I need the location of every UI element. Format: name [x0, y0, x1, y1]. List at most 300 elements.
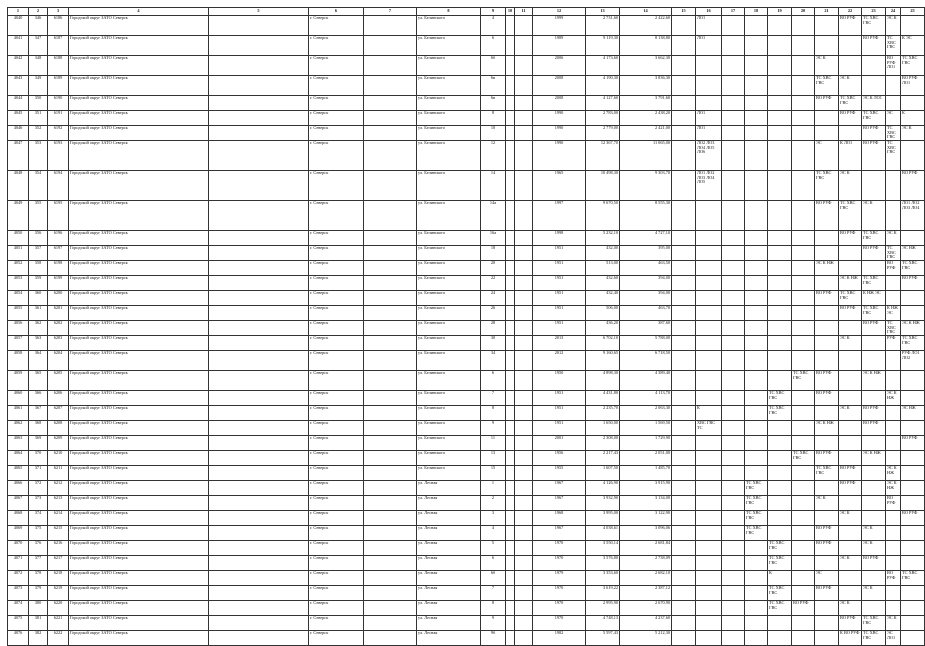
table-cell-col-10 — [506, 56, 515, 76]
table-cell-col-16 — [696, 261, 722, 276]
table-cell-col-21: ВО РУФ — [815, 526, 839, 541]
table-cell-col-23: ЭС К — [862, 201, 886, 231]
table-cell-col-8: ул. Белинского — [417, 421, 481, 436]
table-cell-col-3: 6219 — [48, 586, 69, 601]
table-cell-col-3: 6215 — [48, 526, 69, 541]
table-row — [8, 36, 925, 56]
table-cell-col-23: ТС ХВС ГВС — [862, 306, 886, 321]
table-cell-col-21 — [815, 556, 839, 571]
table-cell-col-22 — [839, 351, 862, 371]
table-cell-col-1: 4065 — [8, 466, 29, 481]
table-cell-col-12: 1982 — [533, 631, 586, 646]
table-cell-col-19 — [768, 436, 792, 451]
table-cell-col-18 — [745, 246, 768, 261]
table-cell-col-16 — [696, 291, 722, 306]
table-cell-col-2: 379 — [29, 586, 48, 601]
table-cell-col-12: 1950 — [533, 371, 586, 391]
table-cell-col-16: ЛО1 — [696, 126, 722, 141]
table-cell-col-17 — [722, 436, 745, 451]
table-cell-col-5 — [209, 481, 309, 496]
table-cell-col-20 — [792, 321, 815, 336]
table-cell-col-1: 4041 — [8, 36, 29, 56]
table-cell-col-5 — [209, 466, 309, 481]
table-cell-col-15 — [672, 276, 696, 291]
table-cell-col-25 — [901, 141, 925, 171]
table-cell-col-25: ЭС НЖ — [901, 406, 925, 421]
table-cell-col-20 — [792, 36, 815, 56]
table-cell-col-1: 4056 — [8, 321, 29, 336]
table-cell-col-4: Городской округ ЗАТО Северск — [69, 571, 209, 586]
table-cell-col-7 — [364, 556, 417, 571]
table-cell-col-25 — [901, 466, 925, 481]
table-row — [8, 111, 925, 126]
table-cell-col-15 — [672, 406, 696, 421]
table-cell-col-21 — [815, 601, 839, 616]
table-cell-col-9: 6б — [481, 56, 506, 76]
table-cell-col-5 — [209, 321, 309, 336]
table-cell-col-13: 4 126,90 — [586, 481, 620, 496]
table-row — [8, 371, 925, 391]
table-cell-col-22: ВО РУФ — [839, 306, 862, 321]
table-cell-col-17 — [722, 526, 745, 541]
table-cell-col-14: 2 682,10 — [620, 571, 672, 586]
table-cell-col-10 — [506, 496, 515, 511]
table-cell-col-19 — [768, 496, 792, 511]
table-cell-col-23: ТС ХВС ГВС — [862, 631, 886, 646]
table-cell-col-18 — [745, 556, 768, 571]
table-cell-col-7 — [364, 571, 417, 586]
table-cell-col-11 — [515, 631, 533, 646]
table-cell-col-10 — [506, 391, 515, 406]
table-cell-col-8: ул. Лесная — [417, 481, 481, 496]
table-cell-col-8: ул. Лесная — [417, 601, 481, 616]
table-cell-col-13: 4 127,60 — [586, 96, 620, 111]
table-cell-col-3: 6190 — [48, 96, 69, 111]
table-cell-col-22: ЭС К — [839, 406, 862, 421]
table-cell-col-22: ВО РУФ — [839, 111, 862, 126]
table-cell-col-22 — [839, 571, 862, 586]
table-cell-col-2: 346 — [29, 16, 48, 36]
housing-register-table — [7, 7, 925, 646]
table-cell-col-12: 1990 — [533, 111, 586, 126]
table-cell-col-6: г. Северск — [309, 481, 364, 496]
table-cell-col-3: 6198 — [48, 261, 69, 276]
table-cell-col-22: ЭС К — [839, 556, 862, 571]
table-cell-col-21: ЭС К НЖ — [815, 421, 839, 436]
table-cell-col-24 — [886, 96, 901, 111]
table-cell-col-20 — [792, 16, 815, 36]
table-cell-col-4: Городской округ ЗАТО Северск — [69, 36, 209, 56]
table-cell-col-23: ЭС К — [862, 526, 886, 541]
table-cell-col-10 — [506, 451, 515, 466]
table-cell-col-16 — [696, 541, 722, 556]
table-cell-col-17 — [722, 406, 745, 421]
table-cell-col-22 — [839, 421, 862, 436]
table-cell-col-23: ЭС К — [862, 586, 886, 601]
table-cell-col-21 — [815, 336, 839, 351]
table-cell-col-16 — [696, 481, 722, 496]
table-cell-col-20 — [792, 556, 815, 571]
table-cell-col-17 — [722, 496, 745, 511]
table-cell-col-4: Городской округ ЗАТО Северск — [69, 56, 209, 76]
table-cell-col-19: ТС ХВС ГВС — [768, 406, 792, 421]
column-number-17: 17 — [722, 8, 745, 16]
table-cell-col-19: К — [768, 571, 792, 586]
table-cell-col-12: 1967 — [533, 481, 586, 496]
table-cell-col-21: ВО РУФ — [815, 391, 839, 406]
table-cell-col-8: ул. Лесная — [417, 496, 481, 511]
table-cell-col-18 — [745, 261, 768, 276]
column-number-row — [8, 8, 925, 16]
table-cell-col-18: ТС ХВС ГВС — [745, 526, 768, 541]
table-cell-col-13: 4 038,61 — [586, 526, 620, 541]
table-cell-col-7 — [364, 96, 417, 111]
table-cell-col-10 — [506, 586, 515, 601]
table-cell-col-25: ТС ХВС ГВС — [901, 571, 925, 586]
table-cell-col-12: 1968 — [533, 511, 586, 526]
table-cell-col-25: ЭС К НЖ — [901, 321, 925, 336]
table-cell-col-23 — [862, 76, 886, 96]
table-cell-col-8: ул. Белинского — [417, 201, 481, 231]
table-cell-col-13: 10 498,30 — [586, 171, 620, 201]
table-cell-col-12: 1989 — [533, 36, 586, 56]
table-cell-col-5 — [209, 601, 309, 616]
table-cell-col-25 — [901, 291, 925, 306]
table-cell-col-23: ТС ХВС ГВС — [862, 111, 886, 126]
table-cell-col-11 — [515, 96, 533, 111]
table-cell-col-10 — [506, 541, 515, 556]
table-cell-col-14: 2 051,00 — [620, 451, 672, 466]
table-cell-col-15 — [672, 371, 696, 391]
table-row — [8, 601, 925, 616]
table-cell-col-12: 1990 — [533, 141, 586, 171]
table-cell-col-9: 22 — [481, 276, 506, 291]
table-cell-col-15 — [672, 141, 696, 171]
table-cell-col-15 — [672, 421, 696, 436]
table-cell-col-12: 1955 — [533, 466, 586, 481]
table-cell-col-11 — [515, 421, 533, 436]
table-cell-col-22: ТС ХВС ГВС — [839, 96, 862, 111]
table-cell-col-18 — [745, 16, 768, 36]
table-cell-col-15 — [672, 36, 696, 56]
table-cell-col-18 — [745, 371, 768, 391]
table-cell-col-9: 6 — [481, 556, 506, 571]
table-cell-col-15 — [672, 541, 696, 556]
table-cell-col-21 — [815, 616, 839, 631]
table-row — [8, 556, 925, 571]
column-number-24: 24 — [886, 8, 901, 16]
table-cell-col-24 — [886, 171, 901, 201]
column-number-21: 21 — [815, 8, 839, 16]
table-cell-col-11 — [515, 126, 533, 141]
table-cell-col-13: 3 995,00 — [586, 511, 620, 526]
table-cell-col-21 — [815, 351, 839, 371]
table-cell-col-8: ул. Лесная — [417, 631, 481, 646]
table-cell-col-22: К ВО РУФ — [839, 631, 862, 646]
table-cell-col-19 — [768, 511, 792, 526]
table-row — [8, 321, 925, 336]
table-cell-col-10 — [506, 526, 515, 541]
table-cell-col-8: ул. Белинского — [417, 466, 481, 481]
table-cell-col-10 — [506, 261, 515, 276]
table-cell-col-21 — [815, 406, 839, 421]
table-cell-col-21 — [815, 16, 839, 36]
table-cell-col-25: ЭС НЖ — [901, 246, 925, 261]
table-cell-col-4: Городской округ ЗАТО Северск — [69, 616, 209, 631]
table-cell-col-24 — [886, 541, 901, 556]
table-cell-col-7 — [364, 466, 417, 481]
column-number-25: 25 — [901, 8, 925, 16]
table-cell-col-11 — [515, 556, 533, 571]
table-cell-col-7 — [364, 321, 417, 336]
table-cell-col-6: г. Северск — [309, 111, 364, 126]
table-cell-col-17 — [722, 231, 745, 246]
table-row — [8, 496, 925, 511]
table-cell-col-14: 4 113,70 — [620, 391, 672, 406]
table-cell-col-14: 9 303,70 — [620, 171, 672, 201]
table-cell-col-23 — [862, 336, 886, 351]
table-cell-col-16: ЛО2 ЛО3 ЛО4 ЛО5 ЛО6 — [696, 141, 722, 171]
table-cell-col-18: ТС ХВС ГВС — [745, 496, 768, 511]
table-row — [8, 231, 925, 246]
table-cell-col-20 — [792, 406, 815, 421]
table-cell-col-7 — [364, 351, 417, 371]
table-cell-col-5 — [209, 276, 309, 291]
table-row — [8, 261, 925, 276]
table-cell-col-1: 4062 — [8, 421, 29, 436]
table-cell-col-18 — [745, 111, 768, 126]
table-cell-col-4: Городской округ ЗАТО Северск — [69, 231, 209, 246]
table-cell-col-5 — [209, 291, 309, 306]
table-cell-col-4: Городской округ ЗАТО Северск — [69, 336, 209, 351]
table-row — [8, 351, 925, 371]
table-cell-col-12: 1951 — [533, 291, 586, 306]
table-cell-col-3: 6210 — [48, 451, 69, 466]
table-cell-col-3: 6189 — [48, 76, 69, 96]
table-cell-col-10 — [506, 601, 515, 616]
table-cell-col-8: ул. Лесная — [417, 526, 481, 541]
table-cell-col-24 — [886, 201, 901, 231]
table-cell-col-2: 347 — [29, 36, 48, 56]
table-cell-col-13: 432,60 — [586, 276, 620, 291]
table-cell-col-20: ТС ХВС ГВС — [792, 451, 815, 466]
table-cell-col-14: 394,00 — [620, 291, 672, 306]
table-cell-col-6: г. Северск — [309, 321, 364, 336]
table-cell-col-18 — [745, 141, 768, 171]
table-cell-col-6: г. Северск — [309, 466, 364, 481]
table-cell-col-7 — [364, 56, 417, 76]
table-cell-col-13: 513,00 — [586, 261, 620, 276]
table-cell-col-8: ул. Белинского — [417, 36, 481, 56]
table-cell-col-15 — [672, 631, 696, 646]
table-cell-col-8: ул. Белинского — [417, 451, 481, 466]
table-cell-col-3: 6209 — [48, 436, 69, 451]
table-row — [8, 16, 925, 36]
column-number-6: 6 — [309, 8, 364, 16]
column-number-11: 11 — [515, 8, 533, 16]
table-cell-col-7 — [364, 111, 417, 126]
table-cell-col-10 — [506, 351, 515, 371]
table-cell-col-1: 4050 — [8, 231, 29, 246]
table-cell-col-7 — [364, 481, 417, 496]
table-row — [8, 616, 925, 631]
table-cell-col-5 — [209, 511, 309, 526]
table-cell-col-25 — [901, 601, 925, 616]
table-cell-col-15 — [672, 466, 696, 481]
column-number-2: 2 — [29, 8, 48, 16]
table-cell-col-16 — [696, 276, 722, 291]
table-cell-col-5 — [209, 36, 309, 56]
table-cell-col-13: 1 607,50 — [586, 466, 620, 481]
table-cell-col-5 — [209, 451, 309, 466]
table-cell-col-15 — [672, 481, 696, 496]
table-cell-col-8: ул. Белинского — [417, 406, 481, 421]
table-cell-col-23: К НЖ ЭС — [862, 291, 886, 306]
table-cell-col-17 — [722, 466, 745, 481]
table-cell-col-7 — [364, 141, 417, 171]
table-cell-col-7 — [364, 306, 417, 321]
table-cell-col-6: г. Северск — [309, 451, 364, 466]
table-cell-col-14: 2 422,60 — [620, 16, 672, 36]
table-cell-col-23: ЭС К — [862, 541, 886, 556]
table-cell-col-22: ЭС К — [839, 601, 862, 616]
table-cell-col-8: ул. Лесная — [417, 511, 481, 526]
table-cell-col-2: 359 — [29, 276, 48, 291]
table-cell-col-11 — [515, 336, 533, 351]
table-cell-col-24: ТС ХВС ГВС — [886, 246, 901, 261]
table-cell-col-5 — [209, 571, 309, 586]
table-cell-col-3: 6202 — [48, 321, 69, 336]
table-cell-col-24 — [886, 511, 901, 526]
table-cell-col-2: 371 — [29, 466, 48, 481]
table-cell-col-6: г. Северск — [309, 351, 364, 371]
table-cell-col-15 — [672, 261, 696, 276]
table-cell-col-13: 506,00 — [586, 306, 620, 321]
table-cell-col-5 — [209, 246, 309, 261]
table-cell-col-22: ЭС К — [839, 511, 862, 526]
table-cell-col-7 — [364, 391, 417, 406]
table-cell-col-20 — [792, 76, 815, 96]
table-cell-col-4: Городской округ ЗАТО Северск — [69, 76, 209, 96]
table-cell-col-1: 4055 — [8, 306, 29, 321]
table-cell-col-10 — [506, 371, 515, 391]
table-cell-col-14: 4 237,60 — [620, 616, 672, 631]
table-cell-col-8: ул. Белинского — [417, 261, 481, 276]
table-cell-col-25: ЛО1 ЛО2 ЛО3 ЛО4 — [901, 201, 925, 231]
table-cell-col-12: 2001 — [533, 436, 586, 451]
table-cell-col-2: 351 — [29, 111, 48, 126]
table-cell-col-12: 1951 — [533, 321, 586, 336]
table-cell-col-1: 4063 — [8, 436, 29, 451]
table-cell-col-3: 6191 — [48, 111, 69, 126]
table-cell-col-24 — [886, 291, 901, 306]
table-cell-col-11 — [515, 76, 533, 96]
table-cell-col-6: г. Северск — [309, 291, 364, 306]
table-cell-col-25: ТС ХВС ГВС — [901, 261, 925, 276]
table-cell-col-14: 3 662,30 — [620, 56, 672, 76]
table-cell-col-16 — [696, 96, 722, 111]
table-cell-col-10 — [506, 276, 515, 291]
table-cell-col-23: ВО РУФ — [862, 421, 886, 436]
table-cell-col-11 — [515, 496, 533, 511]
table-cell-col-3: 6204 — [48, 351, 69, 371]
table-cell-col-17 — [722, 391, 745, 406]
table-cell-col-8: ул. Белинского — [417, 436, 481, 451]
table-cell-col-19: ТС ХВС ГВС — [768, 556, 792, 571]
table-cell-col-18 — [745, 291, 768, 306]
table-cell-col-24 — [886, 351, 901, 371]
table-cell-col-24 — [886, 586, 901, 601]
table-cell-col-15 — [672, 201, 696, 231]
table-cell-col-20 — [792, 541, 815, 556]
table-cell-col-1: 4048 — [8, 171, 29, 201]
table-cell-col-24: РУФ — [886, 336, 901, 351]
table-cell-col-15 — [672, 306, 696, 321]
table-cell-col-6: г. Северск — [309, 261, 364, 276]
table-cell-col-12: 1967 — [533, 526, 586, 541]
table-cell-col-19: ТС ХВС ГВС — [768, 601, 792, 616]
table-cell-col-3: 6196 — [48, 231, 69, 246]
table-cell-col-6: г. Северск — [309, 371, 364, 391]
table-cell-col-24: ВО РУФ — [886, 261, 901, 276]
table-cell-col-16 — [696, 496, 722, 511]
table-cell-col-1: 4068 — [8, 511, 29, 526]
table-cell-col-16 — [696, 391, 722, 406]
table-cell-col-14: 394,00 — [620, 276, 672, 291]
table-cell-col-15 — [672, 496, 696, 511]
table-cell-col-20 — [792, 291, 815, 306]
table-cell-col-8: ул. Белинского — [417, 321, 481, 336]
table-cell-col-5 — [209, 351, 309, 371]
table-cell-col-6: г. Северск — [309, 496, 364, 511]
table-row — [8, 141, 925, 171]
table-cell-col-6: г. Северск — [309, 571, 364, 586]
table-cell-col-1: 4053 — [8, 276, 29, 291]
table-cell-col-12: 1970 — [533, 586, 586, 601]
table-cell-col-4: Городской округ ЗАТО Северск — [69, 511, 209, 526]
table-cell-col-22: ВО РУФ — [839, 231, 862, 246]
table-cell-col-15 — [672, 126, 696, 141]
table-cell-col-24 — [886, 421, 901, 436]
table-cell-col-15 — [672, 526, 696, 541]
table-cell-col-17 — [722, 171, 745, 201]
table-cell-col-1: 4071 — [8, 556, 29, 571]
table-cell-col-5 — [209, 111, 309, 126]
table-cell-col-8: ул. Белинского — [417, 76, 481, 96]
table-cell-col-24 — [886, 276, 901, 291]
table-cell-col-2: 374 — [29, 511, 48, 526]
table-cell-col-14: 2 738,09 — [620, 556, 672, 571]
table-cell-col-2: 369 — [29, 436, 48, 451]
table-cell-col-4: Городской округ ЗАТО Северск — [69, 466, 209, 481]
column-number-16: 16 — [696, 8, 722, 16]
table-cell-col-3: 6212 — [48, 481, 69, 496]
table-cell-col-21: ТС ХВС ГВС — [815, 76, 839, 96]
table-cell-col-23: ЭС К ЛО1 — [862, 96, 886, 111]
table-cell-col-21: ТС ХВС ГВС — [815, 466, 839, 481]
table-cell-col-4: Городской округ ЗАТО Северск — [69, 391, 209, 406]
table-cell-col-22 — [839, 261, 862, 276]
table-cell-col-23 — [862, 496, 886, 511]
table-cell-col-19 — [768, 231, 792, 246]
table-cell-col-6: г. Северск — [309, 16, 364, 36]
table-row — [8, 541, 925, 556]
table-cell-col-11 — [515, 351, 533, 371]
table-cell-col-5 — [209, 391, 309, 406]
table-cell-col-4: Городской округ ЗАТО Северск — [69, 261, 209, 276]
table-cell-col-19 — [768, 451, 792, 466]
table-cell-col-6: г. Северск — [309, 306, 364, 321]
